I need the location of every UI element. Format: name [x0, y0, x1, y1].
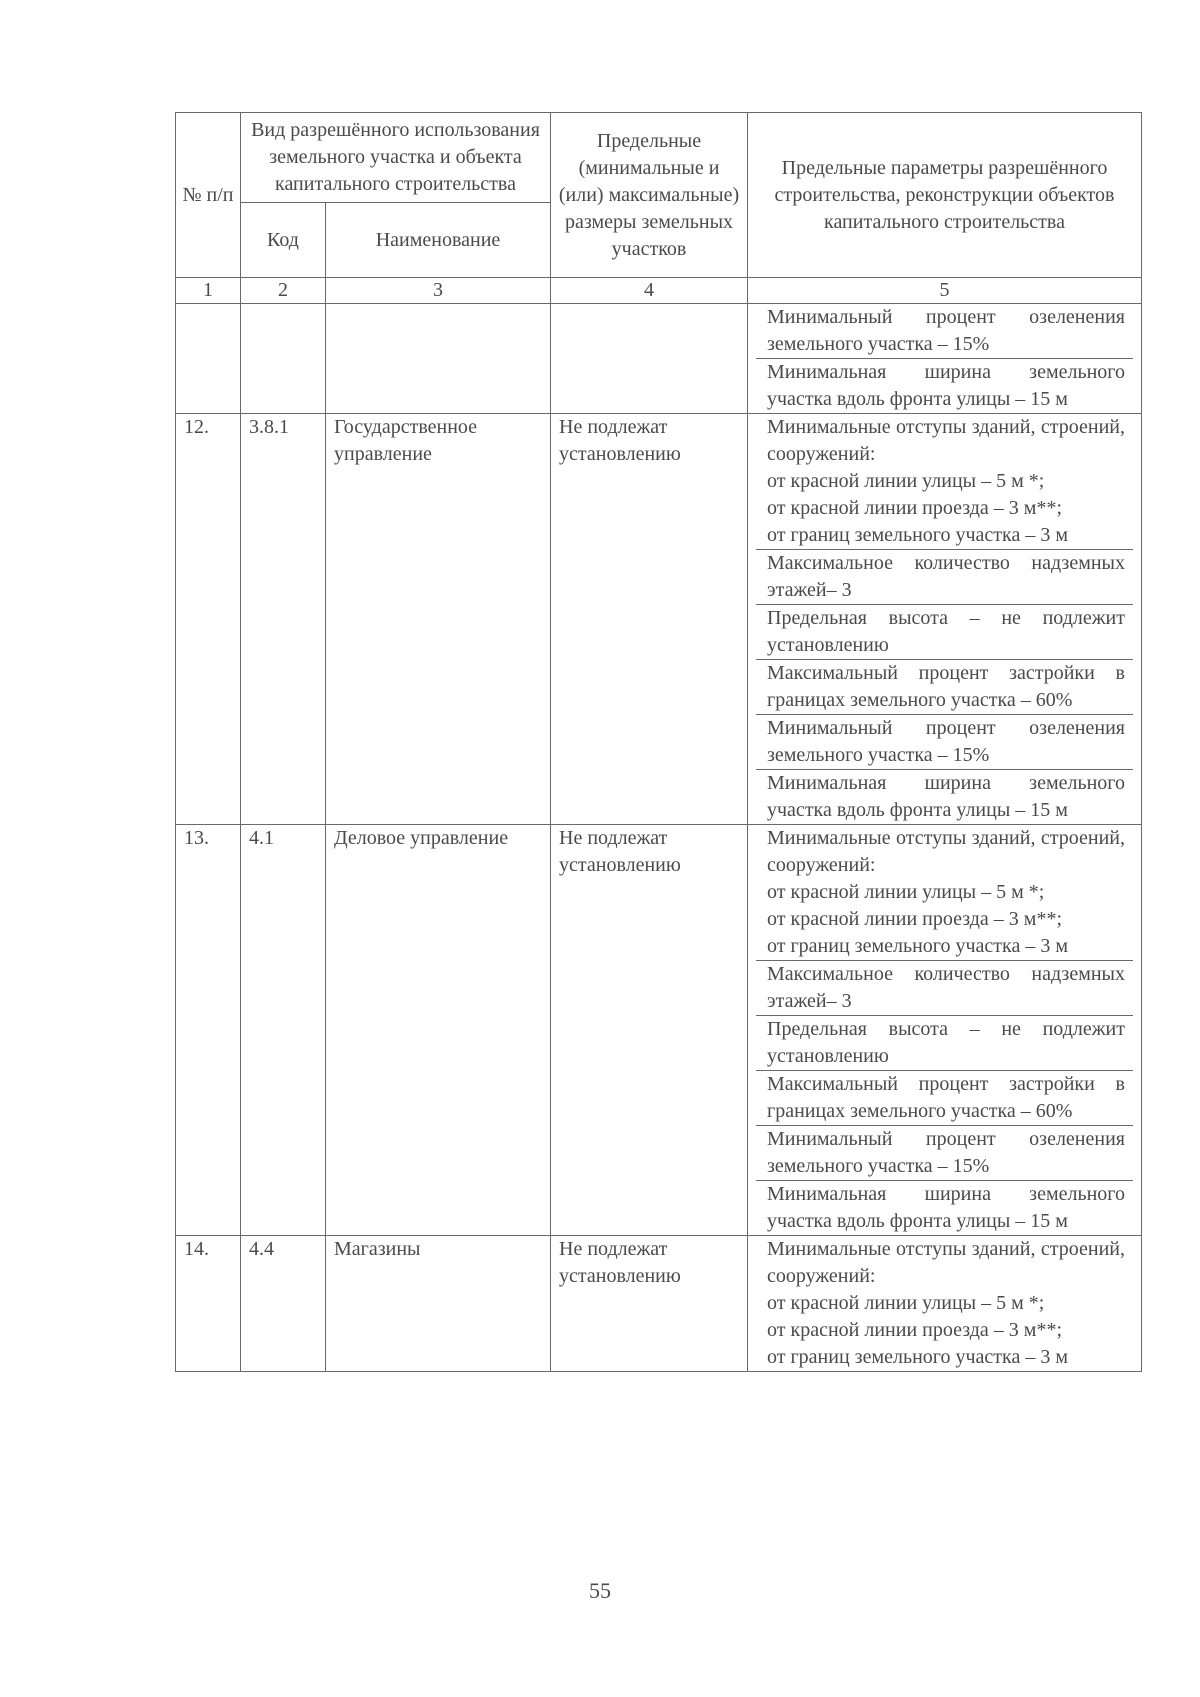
param-text: Максимальное количество надземных этажей– 3 — [767, 963, 1125, 1012]
param-text: от красной линии улицы – 5 м *; — [767, 470, 1045, 492]
table-row-continuation — [176, 304, 1142, 414]
use-code: 4.4 — [241, 1236, 326, 1372]
table-row — [176, 825, 1142, 1236]
table-row — [176, 1236, 1142, 1372]
param-text: от красной линии проезда – 3 м**; — [767, 1319, 1063, 1341]
param-min-greening — [756, 304, 1133, 359]
plot-size-limits: Не подлежат установлению — [551, 414, 748, 825]
param-text: Минимальные отступы зданий, строений, сооружений: — [767, 1238, 1125, 1287]
header-use-kind: Вид разрешённого использования земельного участка и объекта капитального строительства — [241, 113, 551, 203]
column-number: 1 — [176, 278, 241, 304]
param-max-coverage — [756, 660, 1133, 715]
row-number: 14. — [176, 1236, 241, 1372]
header-build-params: Предельные параметры разрешённого строительства, реконструкции объектов капитального строительства — [748, 113, 1142, 278]
param-text: Минимальный процент озеленения земельного участка – 15% — [767, 306, 1125, 355]
use-name: Деловое управление — [326, 825, 551, 1236]
param-text: Минимальная ширина земельного участка вдоль фронта улицы – 15 м — [767, 1183, 1125, 1232]
param-text: от границ земельного участка – 3 м — [767, 935, 1068, 957]
column-number: 4 — [551, 278, 748, 304]
param-text: от границ земельного участка – 3 м — [767, 524, 1068, 546]
param-text: Минимальные отступы зданий, строений, сооружений: — [767, 827, 1125, 876]
param-max-floors — [756, 961, 1133, 1016]
land-use-table — [175, 112, 1142, 1372]
param-text: от красной линии улицы – 5 м *; — [767, 881, 1045, 903]
column-number: 2 — [241, 278, 326, 304]
param-min-greening — [756, 715, 1133, 770]
row-number: 12. — [176, 414, 241, 825]
param-text: Максимальный процент застройки в границах земельного участка – 60% — [767, 662, 1125, 711]
param-text: от границ земельного участка – 3 м — [767, 1346, 1068, 1368]
use-code: 4.1 — [241, 825, 326, 1236]
param-setbacks — [756, 1236, 1133, 1371]
param-text: от красной линии улицы – 5 м *; — [767, 1292, 1045, 1314]
param-text: Минимальные отступы зданий, строений, сооружений: — [767, 416, 1125, 465]
param-text: Максимальное количество надземных этажей– 3 — [767, 552, 1125, 601]
header-number: № п/п — [176, 113, 241, 278]
param-text: Максимальный процент застройки в границах земельного участка – 60% — [767, 1073, 1125, 1122]
param-text: Предельная высота – не подлежит установлению — [767, 607, 1125, 656]
param-text: от красной линии проезда – 3 м**; — [767, 497, 1063, 519]
plot-size-limits: Не подлежат установлению — [551, 825, 748, 1236]
plot-size-limits: Не подлежат установлению — [551, 1236, 748, 1372]
row-number: 13. — [176, 825, 241, 1236]
header-plot-sizes: Предельные (минимальные и (или) максимальные) размеры земельных участков — [551, 113, 748, 278]
param-text: Минимальный процент озеленения земельного участка – 15% — [767, 717, 1125, 766]
param-text: Предельная высота – не подлежит установлению — [767, 1018, 1125, 1067]
param-setbacks — [756, 414, 1133, 550]
column-number: 5 — [748, 278, 1142, 304]
header-name: Наименование — [326, 203, 551, 278]
param-min-greening — [756, 1126, 1133, 1181]
param-setbacks — [756, 825, 1133, 961]
param-min-frontage — [756, 770, 1133, 824]
column-number: 3 — [326, 278, 551, 304]
header-code: Код — [241, 203, 326, 278]
param-max-coverage — [756, 1071, 1133, 1126]
param-text: Минимальный процент озеленения земельного участка – 15% — [767, 1128, 1125, 1177]
param-max-floors — [756, 550, 1133, 605]
param-text: Минимальная ширина земельного участка вдоль фронта улицы – 15 м — [767, 772, 1125, 821]
param-min-frontage — [756, 1181, 1133, 1235]
use-name: Магазины — [326, 1236, 551, 1372]
table-row — [176, 414, 1142, 825]
page-number: 55 — [589, 1578, 611, 1603]
use-name: Государственное управление — [326, 414, 551, 825]
param-min-frontage — [756, 359, 1133, 413]
param-text: от красной линии проезда – 3 м**; — [767, 908, 1063, 930]
param-text: Минимальная ширина земельного участка вдоль фронта улицы – 15 м — [767, 361, 1125, 410]
param-max-height — [756, 1016, 1133, 1071]
param-max-height — [756, 605, 1133, 660]
use-code: 3.8.1 — [241, 414, 326, 825]
